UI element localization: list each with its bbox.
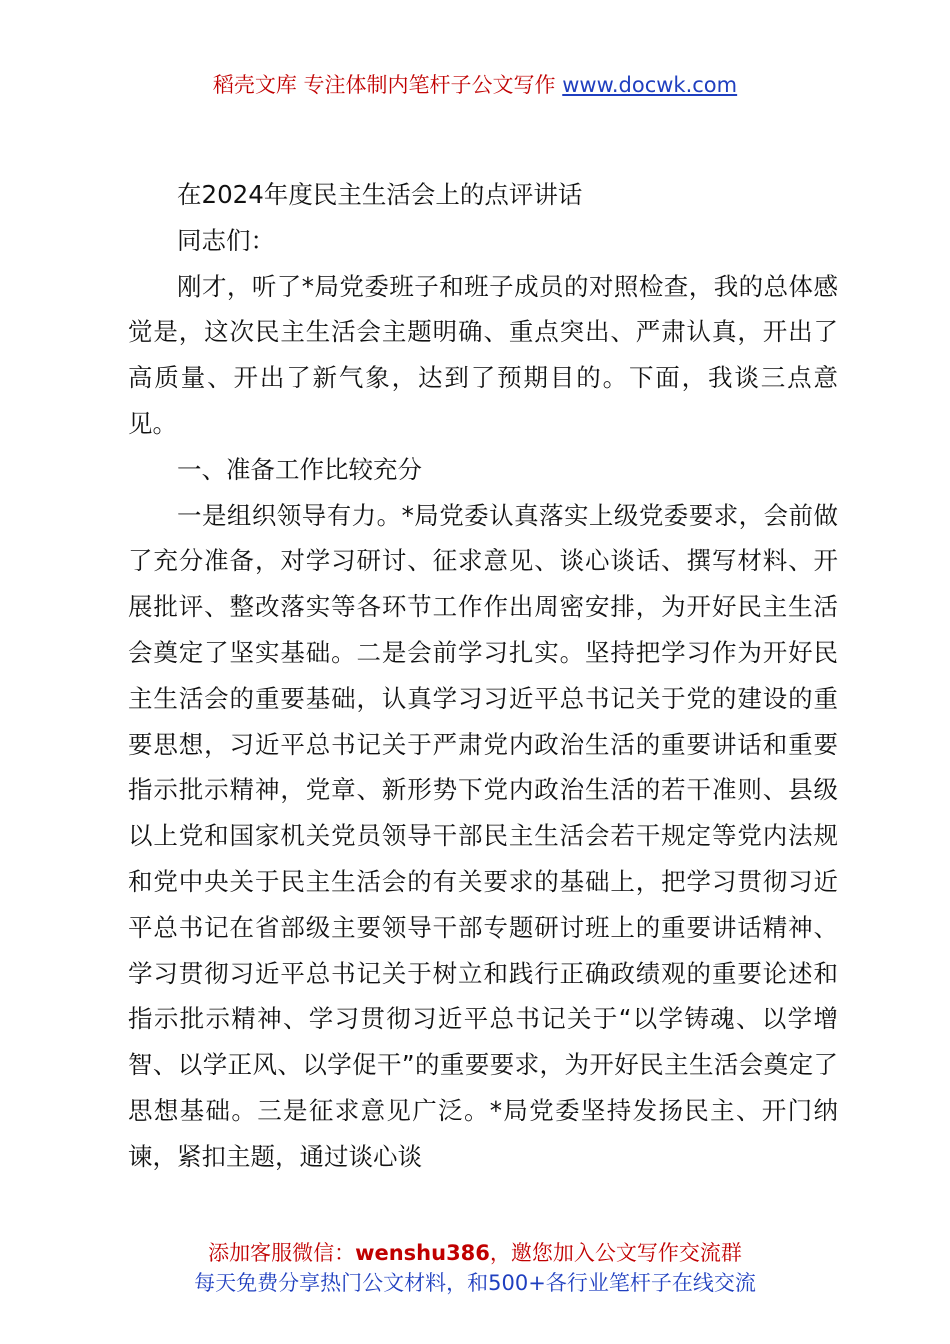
footer-contact-prefix: 添加客服微信：: [208, 1241, 356, 1265]
footer-promo-line: 每天免费分享热门公文材料，和500+各行业笔杆子在线交流: [194, 1271, 756, 1295]
page-header: [0, 70, 950, 100]
footer-wechat-id: wenshu386: [355, 1241, 490, 1265]
document-body: [128, 172, 838, 1180]
footer-contact-suffix: ，邀您加入公文写作交流群: [489, 1241, 742, 1265]
document-title: 在2024年度民主生活会上的点评讲话: [177, 180, 583, 209]
intro-paragraph: 刚才，听了*局党委班子和班子成员的对照检查，我的总体感觉是，这次民主生活会主题明确、重点突出、严肃认真，开出了高质量、开出了新气象，达到了预期目的。下面，我谈三点意见。: [128, 271, 838, 438]
header-website-link[interactable]: www.docwk.com: [562, 73, 738, 97]
page-footer: [0, 1238, 950, 1298]
section-1-paragraph: 一是组织领导有力。*局党委认真落实上级党委要求，会前做了充分准备，对学习研讨、征求意见、谈心谈话、撰写材料、开展批评、整改落实等各环节工作作出周密安排，为开好民主生活会奠定了坚实基础。二是会前学习扎实。坚持把学习作为开好民主生活会的重要基础，认真学习习近平总书记关于党的建设的重要思想，习近平总书记关于严肃党内政治生活的重要讲话和重要指示批示精神，党章、新形势下党内政治生活的若干准则、县级以上党和国家机关党员领导干部民主生活会若干规定等党内法规和党中央关于民主生活会的有关要求的基础上，把学习贯彻习近平总书记在省部级主要领导干部专题研讨班上的重要讲话精神、学习贯彻习近平总书记关于树立和践行正确政绩观的重要论述和指示批示精神、学习贯彻习近平总书记关于“以学铸魂、以学增智、以学正风、以学促干”的重要要求，为开好民主生活会奠定了思想基础。三是征求意见广泛。*局党委坚持发扬民主、开门纳谏，紧扣主题，通过谈心谈: [128, 500, 838, 1171]
section-1-heading: 一、准备工作比较充分: [177, 454, 422, 484]
salutation: 同志们：: [177, 225, 275, 255]
footer-contact-line: [0, 1238, 950, 1268]
header-brand-text: 稻壳文库 专注体制内笔杆子公文写作: [212, 73, 556, 97]
